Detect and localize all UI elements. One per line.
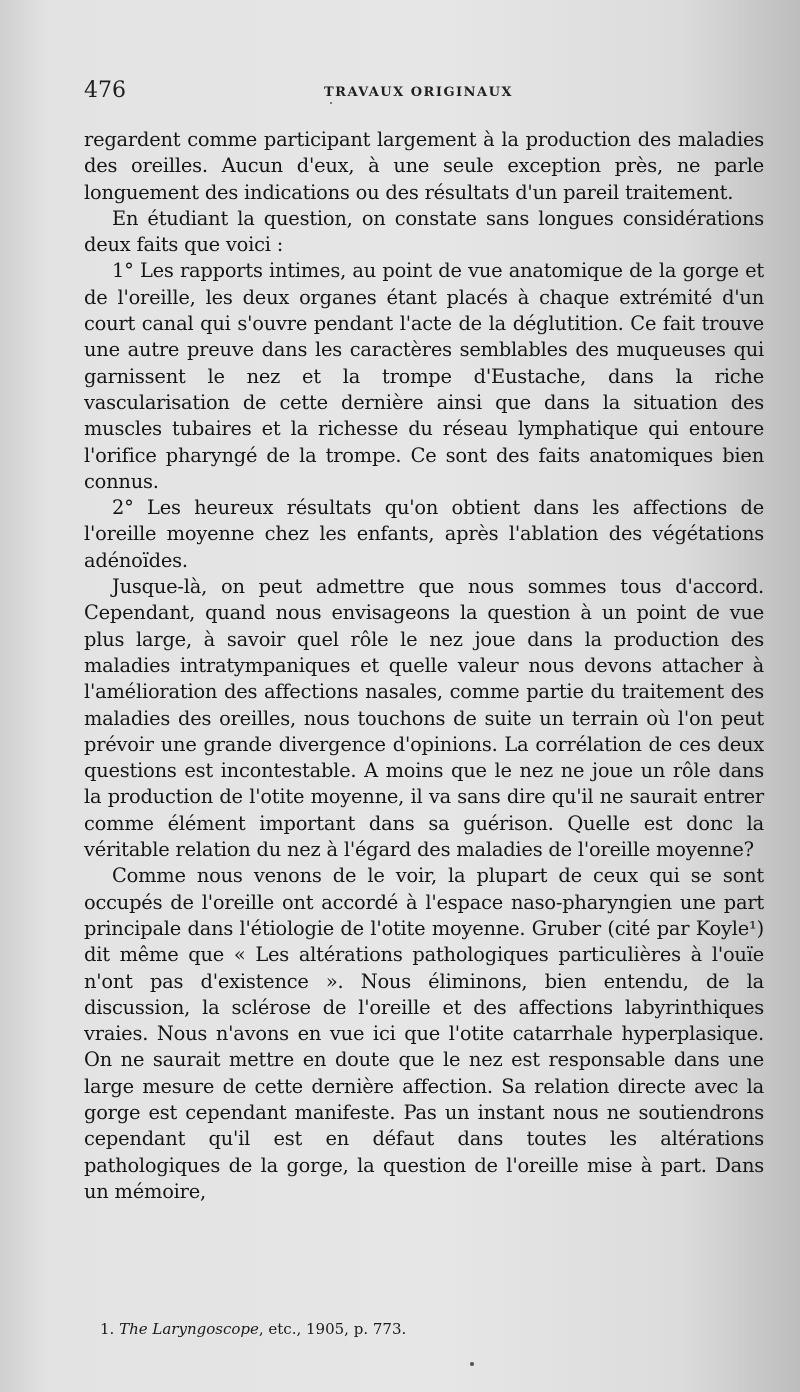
paragraph: 2° Les heureux résultats qu'on obtient dans les affections de l'oreille moyenne chez les enfants, après l'ablation des végétations adénoïdes. xyxy=(84,496,764,572)
scan-speck xyxy=(330,102,332,104)
paragraph: Jusque-là, on peut admettre que nous sommes tous d'accord. Cependant, quand nous envisageons la question à un point de vue plus large, à savoir quel rôle le nez joue dans la production des maladies intratympaniques et quelle valeur nous devons attacher à l'amélioration des affections nasales, comme partie du traitement des maladies des oreilles, nous touchons de suite un terrain où l'on peut prévoir une grande divergence d'opinions. La corrélation de ces deux questions est incontestable. A moins que le nez ne joue un rôle dans la production de l'otite moyenne, il va sans dire qu'il ne saurait entrer comme élément important dans sa guérison. Quelle est donc la véritable relation du nez à l'égard des maladies de l'oreille moyenne? xyxy=(84,575,764,862)
paragraph: Comme nous venons de le voir, la plupart de ceux qui se sont occupés de l'oreille ont accordé à l'espace naso-pharyngien une part principale dans l'étiologie de l'otite moyenne. Gruber (cité par Koyle¹) dit même que « Les altérations pathologiques particulières à l'ouïe n'ont pas d'existence ». Nous éliminons, bien entendu, de la discussion, la sclérose de l'oreille et des affections labyrinthiques vraies. Nous n'avons en vue ici que l'otite catarrhale hyperplasique. On ne saurait mettre en doute que le nez est responsable dans une large mesure de cette dernière affection. Sa relation directe avec la gorge est cependant manifeste. Pas un instant nous ne soutiendrons cependant qu'il est en défaut dans toutes les altérations pathologiques de la gorge, la question de l'oreille mise à part. Dans un mémoire, xyxy=(84,864,764,1203)
footnote-citation: , etc., 1905, p. 773. xyxy=(258,1320,407,1338)
paragraph: En étudiant la question, on constate sans longues considérations deux faits que voici : xyxy=(84,206,764,257)
footnote xyxy=(100,1320,740,1338)
page-number: 476 xyxy=(84,78,126,103)
scan-speck xyxy=(470,1362,474,1366)
running-title: TRAVAUX ORIGINAUX xyxy=(324,85,514,100)
footnote-number: 1. xyxy=(100,1320,115,1338)
page-header xyxy=(84,78,764,108)
body-text xyxy=(84,127,764,1205)
paragraph: 1° Les rapports intimes, au point de vue anatomique de la gorge et de l'oreille, les deux organes étant placés à chaque extrémité d'un court canal qui s'ouvre pendant l'acte de la déglutition. Ce fait trouve une autre preuve dans les caractères semblables des muqueuses qui garnissent le nez et la trompe d'Eustache, dans la riche vascularisation de cette dernière ainsi que dans la situation des muscles tubaires et la richesse du réseau lymphatique qui entoure l'orifice pharyngé de la trompe. Ce sont des faits anatomiques bien connus. xyxy=(84,259,764,493)
paragraph-continuation: regardent comme participant largement à la production des maladies des oreilles. Aucun d'eux, à une seule exception près, ne parle longuement des indications ou des résultats d'un pareil traitement. xyxy=(84,128,764,204)
footnote-title: The Laryngoscope xyxy=(119,1320,259,1338)
